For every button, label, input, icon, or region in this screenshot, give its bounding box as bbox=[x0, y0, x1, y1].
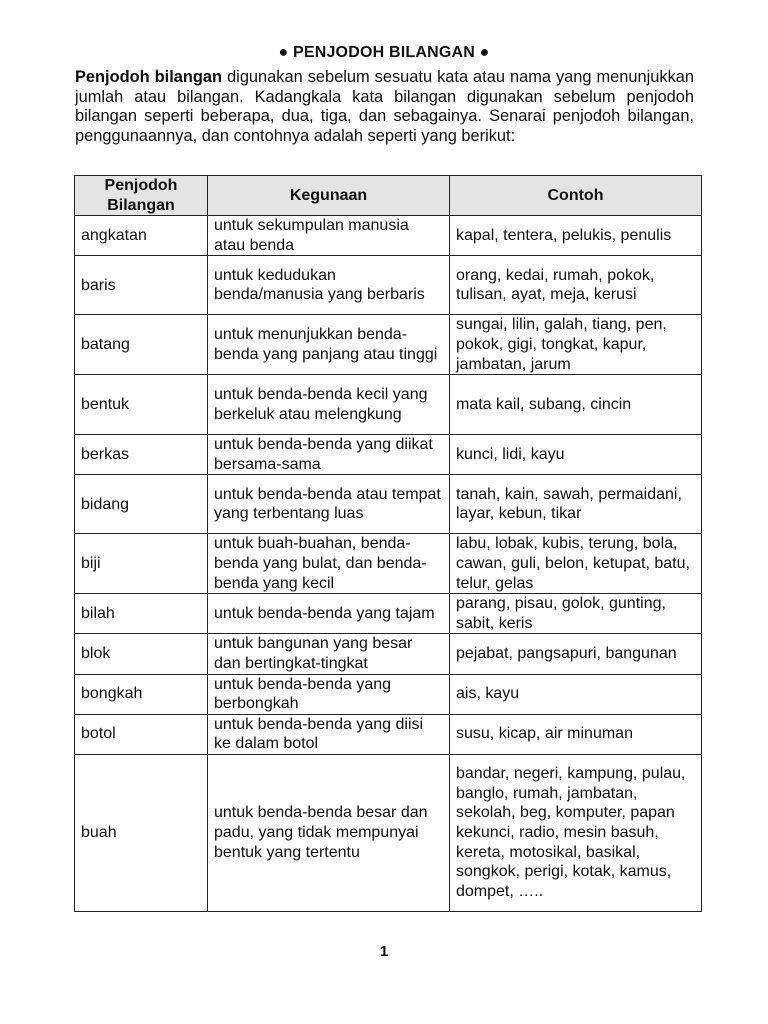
cell-contoh: bandar, negeri, kampung, pulau, banglo, rumah, jambatan, sekolah, beg, komputer, papan kekunci, radio, mesin basuh, kereta, motosikal, basikal, songkok, perigi, kotak, kamus, dompet, ….. bbox=[450, 754, 702, 911]
cell-kegunaan: untuk benda-benda kecil yang berkeluk atau melengkung bbox=[208, 375, 450, 435]
table-row bbox=[75, 375, 702, 435]
intro-text: digunakan sebelum sesuatu kata atau nama yang menunjukkan jumlah atau bilangan. Kadangkala kata bilangan digunakan sebelum penjodoh bilangan seperti beberapa, dua, tiga, dan sebagainya. Senarai penjodoh bilangan, penggunaannya, dan contohnya adalah seperti yang berikut: bbox=[75, 68, 695, 145]
cell-penjodoh: bentuk bbox=[75, 375, 208, 435]
intro-paragraph bbox=[75, 68, 694, 146]
cell-penjodoh: angkatan bbox=[75, 216, 208, 256]
cell-kegunaan: untuk benda-benda yang tajam bbox=[208, 594, 450, 634]
cell-penjodoh: baris bbox=[75, 256, 208, 315]
cell-contoh: ais, kayu bbox=[450, 674, 702, 714]
cell-contoh: tanah, kain, sawah, permaidani, layar, kebun, tikar bbox=[450, 475, 702, 534]
cell-penjodoh: berkas bbox=[75, 435, 208, 475]
cell-kegunaan: untuk benda-benda atau tempat yang terbentang luas bbox=[208, 475, 450, 534]
table-row bbox=[75, 754, 702, 911]
page-number: 1 bbox=[379, 943, 389, 960]
cell-penjodoh: buah bbox=[75, 754, 208, 911]
table-row bbox=[75, 256, 702, 315]
table-row bbox=[75, 714, 702, 754]
cell-kegunaan: untuk buah-buahan, benda-benda yang bulat, dan benda-benda yang kecil bbox=[208, 534, 450, 594]
table-row bbox=[75, 594, 702, 634]
cell-contoh: kapal, tentera, pelukis, penulis bbox=[450, 216, 702, 256]
cell-kegunaan: untuk menunjukkan benda-benda yang panjang atau tinggi bbox=[208, 315, 450, 375]
cell-penjodoh: bidang bbox=[75, 475, 208, 534]
table-row bbox=[75, 634, 702, 674]
cell-penjodoh: bilah bbox=[75, 594, 208, 634]
cell-penjodoh: botol bbox=[75, 714, 208, 754]
cell-contoh: sungai, lilin, galah, tiang, pen, pokok, gigi, tongkat, kapur, jambatan, jarum bbox=[450, 315, 702, 375]
cell-kegunaan: untuk benda-benda yang berbongkah bbox=[208, 674, 450, 714]
cell-contoh: parang, pisau, golok, gunting, sabit, keris bbox=[450, 594, 702, 634]
cell-kegunaan: untuk benda-benda yang diikat bersama-sama bbox=[208, 435, 450, 475]
cell-kegunaan: untuk sekumpulan manusia atau benda bbox=[208, 216, 450, 256]
cell-kegunaan: untuk benda-benda yang diisi ke dalam botol bbox=[208, 714, 450, 754]
table-row bbox=[75, 435, 702, 475]
cell-contoh: mata kail, subang, cincin bbox=[450, 375, 702, 435]
cell-kegunaan: untuk bangunan yang besar dan bertingkat-tingkat bbox=[208, 634, 450, 674]
cell-kegunaan: untuk benda-benda besar dan padu, yang tidak mempunyai bentuk yang tertentu bbox=[208, 754, 450, 911]
cell-penjodoh: biji bbox=[75, 534, 208, 594]
table-row bbox=[75, 216, 702, 256]
intro-term: Penjodoh bilangan bbox=[75, 68, 223, 86]
cell-contoh: pejabat, pangsapuri, bangunan bbox=[450, 634, 702, 674]
cell-kegunaan: untuk kedudukan benda/manusia yang berbaris bbox=[208, 256, 450, 315]
cell-penjodoh: batang bbox=[75, 315, 208, 375]
header-penjodoh: Penjodoh Bilangan bbox=[75, 176, 208, 216]
cell-contoh: kunci, lidi, kayu bbox=[450, 435, 702, 475]
page-title: ● PENJODOH BILANGAN ● bbox=[278, 44, 490, 61]
table-row bbox=[75, 475, 702, 534]
cell-penjodoh: bongkah bbox=[75, 674, 208, 714]
cell-penjodoh: blok bbox=[75, 634, 208, 674]
header-contoh: Contoh bbox=[450, 176, 702, 216]
table-row bbox=[75, 674, 702, 714]
table-header-row bbox=[75, 176, 702, 216]
table-row bbox=[75, 534, 702, 594]
cell-contoh: labu, lobak, kubis, terung, bola, cawan, guli, belon, ketupat, batu, telur, gelas bbox=[450, 534, 702, 594]
cell-contoh: orang, kedai, rumah, pokok, tulisan, ayat, meja, kerusi bbox=[450, 256, 702, 315]
table-row bbox=[75, 315, 702, 375]
penjodoh-bilangan-table bbox=[74, 175, 702, 912]
cell-contoh: susu, kicap, air minuman bbox=[450, 714, 702, 754]
header-kegunaan: Kegunaan bbox=[208, 176, 450, 216]
